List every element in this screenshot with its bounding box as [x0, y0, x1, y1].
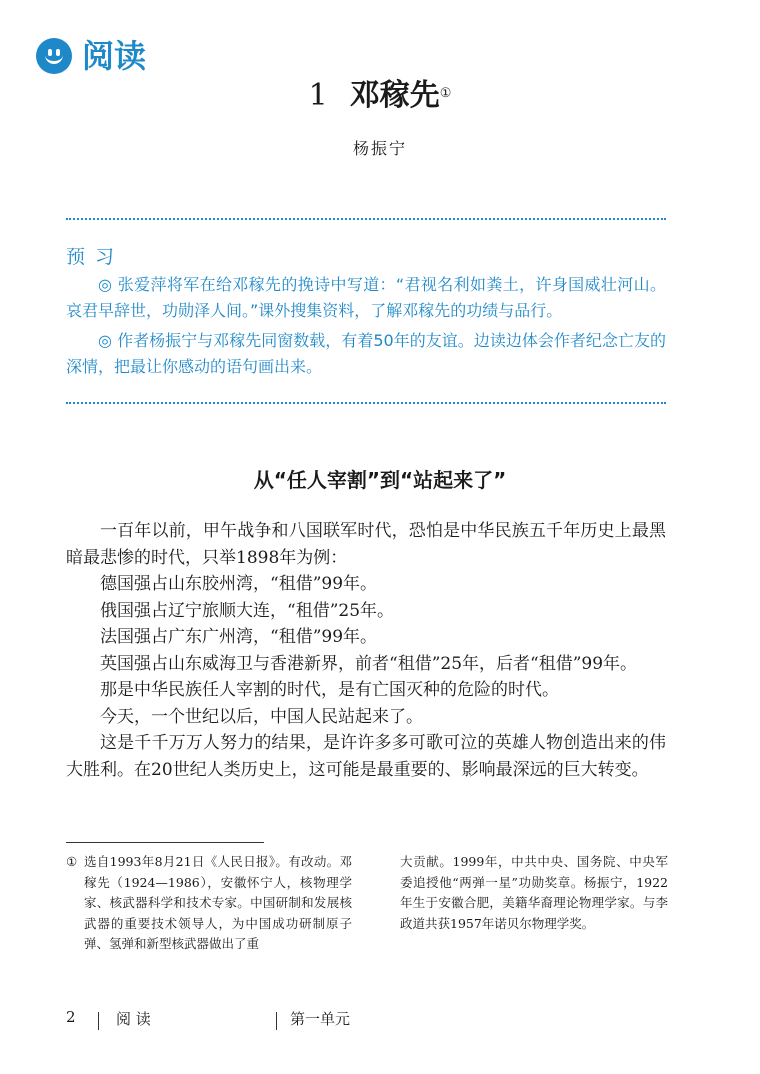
footnote-rule — [66, 842, 264, 843]
footnote-mark: ① — [66, 854, 78, 869]
paragraph: 今天，一个世纪以后，中国人民站起来了。 — [100, 706, 423, 727]
lesson-title — [0, 76, 760, 116]
lesson-number: 1 — [308, 78, 328, 113]
lesson-title-text: 邓稼先 — [349, 78, 440, 113]
footer-divider — [276, 1012, 277, 1030]
footnote-text-left: 选自1993年8月21日《人民日报》。有改动。邓稼先（1924—1986），安徽怀宁人，核物理学家、核武器科学和技术专家。中国研制和发展核武器的重要技术领导人，为中国成功研制原子弹、氢弹和新型核武器做出了重 — [84, 854, 352, 951]
author: 杨振宁 — [352, 139, 407, 158]
page-number: 2 — [66, 1008, 76, 1026]
paragraph: 那是中华民族任人宰割的时代，是有亡国灭种的危险的时代。 — [100, 680, 559, 700]
body-text — [66, 518, 666, 783]
footer-section: 阅 读 — [116, 1010, 151, 1028]
section-title: 从“任人宰割”到“站起来了” — [253, 468, 507, 492]
footnote-right: 大贡献。1999年，中共中央、国务院、中央军委追授他“两弹一星”功勋奖章。杨振宁，1922年生于安徽合肥，美籍华裔理论物理学家。与李政道共获1957年诺贝尔物理学奖。 — [400, 854, 668, 931]
paragraph: 一百年以前，甲午战争和八国联军时代，恐怕是中华民族五千年历史上最黑暗最悲惨的时代，只举1898年为例： — [66, 521, 666, 568]
paragraph: 这是千千万万人努力的结果，是许许多多可歌可泣的英雄人物创造出来的伟大胜利。在20世纪人类历史上，这可能是最重要的、影响最深远的巨大转变。 — [66, 733, 666, 780]
paragraph: 法国强占广东广州湾，“租借”99年。 — [100, 627, 378, 647]
smiley-icon — [36, 38, 72, 74]
footer-divider — [98, 1012, 99, 1030]
preview-item: ◎ 张爱萍将军在给邓稼先的挽诗中写道：“君视名利如粪土，许身国威壮河山。哀君早辞世，功勋泽人间。”课外搜集资料，了解邓稼先的功绩与品行。 — [66, 275, 666, 320]
divider-bottom — [66, 402, 666, 404]
preview-item: ◎ 作者杨振宁与邓稼先同窗数载，有着50年的友谊。边读边体会作者纪念亡友的深情，把最让你感动的语句画出来。 — [66, 331, 666, 376]
footnote-ref[interactable]: ① — [439, 86, 452, 101]
unit-title: 阅读 — [82, 37, 147, 75]
divider-top — [66, 218, 666, 220]
paragraph: 德国强占山东胶州湾，“租借”99年。 — [100, 574, 378, 594]
paragraph: 俄国强占辽宁旅顺大连，“租借”25年。 — [100, 600, 395, 621]
paragraph: 英国强占山东威海卫与香港新界，前者“租借”25年，后者“租借”99年。 — [100, 653, 638, 674]
footnote-left — [66, 852, 352, 955]
footer-unit: 第一单元 — [290, 1010, 351, 1028]
preview-heading: 预习 — [66, 246, 125, 268]
